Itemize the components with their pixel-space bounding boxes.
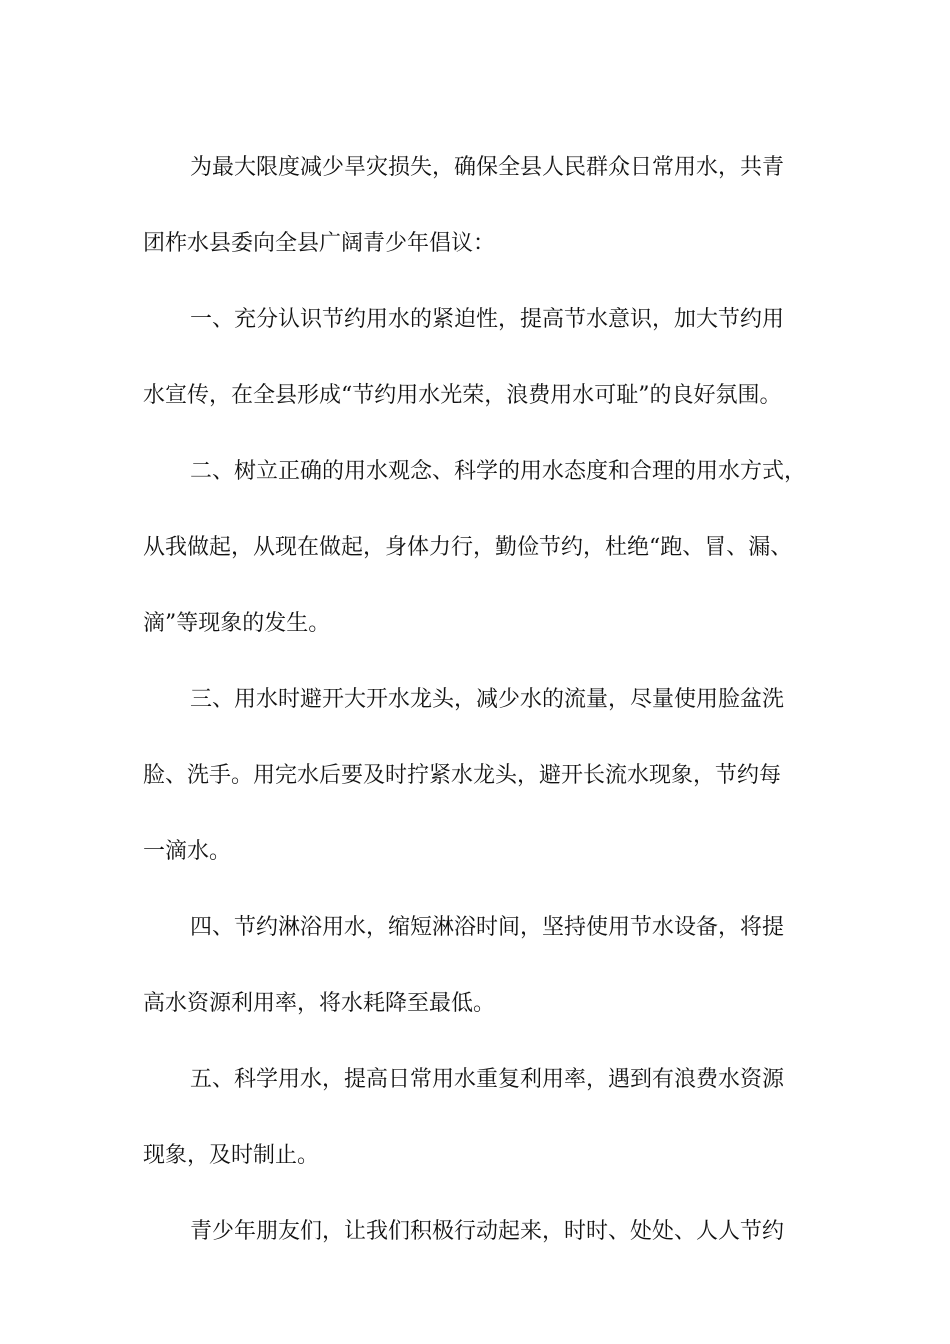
paragraph-line: 高水资源利用率，将水耗降至最低。 [143, 991, 496, 1016]
paragraph-line: 三、用水时避开大开水龙头，减少水的流量，尽量使用脸盆洗 [190, 687, 785, 712]
paragraph-line: 五、科学用水，提高日常用水重复利用率，遇到有浪费水资源 [190, 1067, 785, 1092]
paragraph-line: 团柞水县委向全县广阔青少年倡议： [143, 231, 496, 256]
paragraph-line: 现象，及时制止。 [143, 1143, 320, 1168]
paragraph-line: 为最大限度减少旱灾损失，确保全县人民群众日常用水，共青 [190, 155, 785, 180]
paragraph-line: 二、树立正确的用水观念、科学的用水态度和合理的用水方式， [190, 459, 807, 484]
paragraph-line: 四、节约淋浴用水，缩短淋浴时间，坚持使用节水设备，将提 [190, 915, 785, 940]
paragraph-line: 青少年朋友们，让我们积极行动起来，时时、处处、人人节约 [190, 1219, 785, 1244]
paragraph-line: 滴”等现象的发生。 [143, 611, 331, 636]
paragraph-line: 一、充分认识节约用水的紧迫性，提高节水意识，加大节约用 [190, 307, 785, 332]
paragraph-line: 水宣传，在全县形成“节约用水光荣，浪费用水可耻”的良好氛围。 [143, 383, 782, 408]
paragraph-line: 从我做起，从现在做起，身体力行，勤俭节约，杜绝“跑、冒、漏、 [143, 535, 793, 560]
paragraph-line: 一滴水。 [143, 839, 232, 864]
paragraph-line: 脸、洗手。用完水后要及时拧紧水龙头，避开长流水现象，节约每 [143, 763, 782, 788]
document-body [143, 130, 823, 1270]
